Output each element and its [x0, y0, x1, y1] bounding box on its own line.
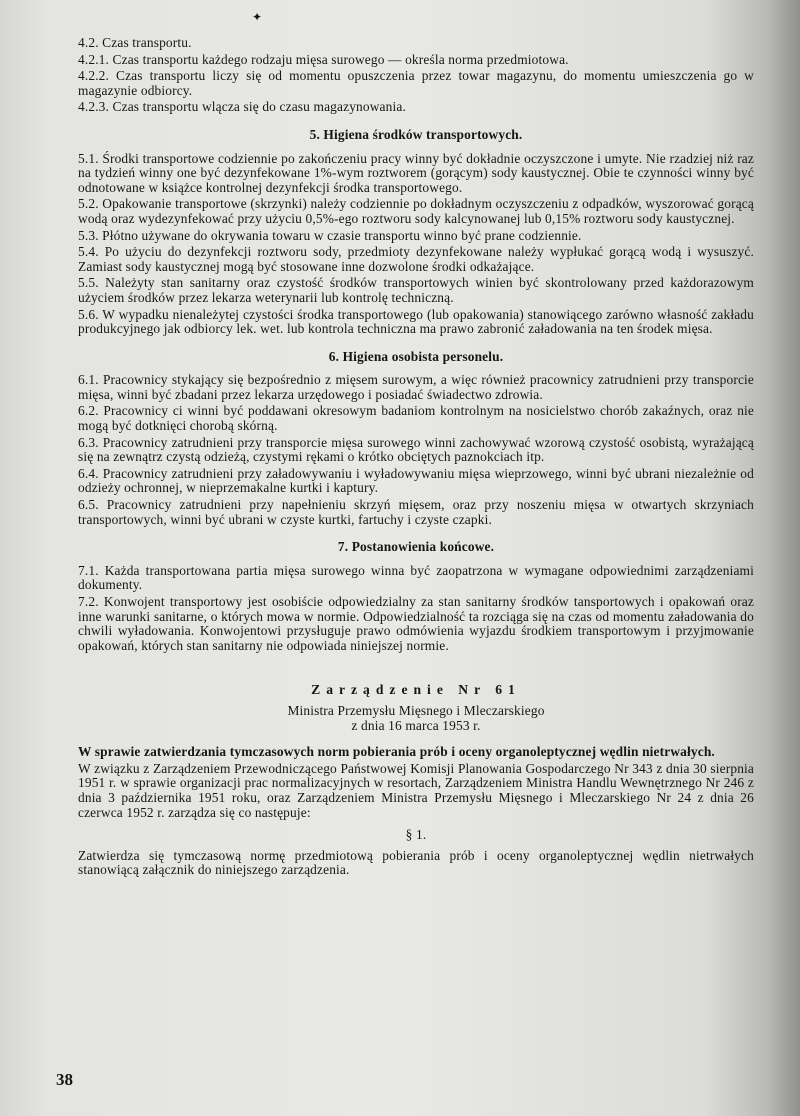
para-6-3: 6.3. Pracownicy zatrudnieni przy transporcie mięsa surowego winni zachowywać wzorową czystość osobistą, wyrażającą się na zewnątrz czystą odzieżą, czystymi rękami o krótko obciętych paznokciach itp.	[78, 434, 754, 465]
para-4-2-2: 4.2.2. Czas transportu liczy się od momentu opuszczenia przez towar magazynu, do momentu umieszczenia go w magazynie odbiorcy.	[78, 68, 754, 98]
para-4-2: 4.2. Czas transportu.	[78, 35, 192, 50]
para-5-1: 5.1. Środki transportowe codziennie po zakończeniu pracy winny być dokładnie oczyszczone i umyte. Nie rzadziej niż raz na tydzień winny one być dezynfekowane 1%-wym roztworem (gorącym) sody kaustycznej. Obie te czynności winny być odnotowane w książce kontrolnej dezynfekcji środka transportowego.	[78, 150, 754, 195]
para-4-2-3: 4.2.3. Czas transportu wlącza się do czasu magazynowania.	[78, 99, 406, 115]
para-6-2: 6.2. Pracownicy ci winni być poddawani okresowym badaniom kontrolnym na nosicielstwo chorób zakaźnych, oraz nie mogą być dotknięci chorobą skórną.	[78, 403, 754, 434]
section-6	[78, 373, 754, 527]
para-5-5: 5.5. Należyty stan sanitarny oraz czystość środków transportowych winien być skontrolowany przed każdorazowym użyciem środków przez lekarza weterynarii lub kontrolę techniczną.	[78, 275, 754, 305]
para-6-4: 6.4. Pracownicy zatrudnieni przy załadowywaniu i wyładowywaniu mięsa wieprzowego, winni być ubrani niezależnie od odzieży ochronnej, w nieprzemakalne kurtki i kaptury.	[78, 465, 754, 496]
paragraph-1-text: Zatwierdza się tymczasową normę przedmiotową pobierania prób i oceny organoleptycznej wędlin nietrwałych stanowiącą załącznik do niniejszego zarządzenia.	[78, 847, 754, 878]
printer-mark: ✦	[252, 10, 263, 24]
document-body	[78, 36, 754, 880]
para-7-2: 7.2. Konwojent transportowy jest osobiście odpowiedzialny za stan sanitarny środków tansportowych i opakowań oraz inne warunki sanitarne, o których mowa w normie. Odpowiedzialność ta rozciąga się na czas od momentu załadowania do chwili wyładowania. Konwojentowi przysługuje prawo odmówienia wyjazdu środkiem transportowym i przyjmowanie opakowań, których stan sanitarny nie odpowiada niniejszej normie.	[78, 594, 754, 653]
para-5-3: 5.3. Płótno używane do okrywania towaru w czasie transportu winno być prane codziennie.	[78, 227, 582, 243]
section-7	[78, 564, 754, 654]
para-5-6: 5.6. W wypadku nienależytej czystości środka transportowego (lub opakowania) stanowiącego zarówno własność zakładu produkcyjnego jak odbiorcy lek. wet. lub kontrola techniczna ma prawo zabronić załadowania na ten środek mięsa.	[78, 306, 754, 337]
ordinance-subject: W sprawie zatwierdzania tymczasowych norm pobierania prób i oceny organoleptycznej wędlin nietrwałych.	[78, 744, 715, 760]
section-5	[78, 152, 754, 337]
para-6-1: 6.1. Pracownicy stykający się bezpośrednio z mięsem surowym, a więc również pracownicy zatrudnieni przy transporcie mięsa, winni być zbadani przez lekarza urzędowego i posiadać świadectwo zdrowia.	[78, 372, 754, 402]
paragraph-label: § 1.	[405, 827, 427, 843]
section-6-heading: 6. Higiena osobista personelu.	[328, 348, 504, 364]
para-6-5: 6.5. Pracownicy zatrudnieni przy napełnieniu skrzyń mięsem, oraz przy noszeniu mięsa w otwartych skrzyniach transportowych, winni być ubrani w czyste kurtki, fartuchy i czyste czapki.	[78, 497, 754, 527]
para-7-1: 7.1. Każda transportowana partia mięsa surowego winna być zaopatrzona w wymagane odpowiednimi zarządzeniami dokumenty.	[78, 562, 754, 593]
para-4-2-1: 4.2.1. Czas transportu każdego rodzaju mięsa surowego — określa norma przedmiotowa.	[78, 51, 569, 67]
ordinance-date: z dnia 16 marca 1953 r.	[351, 717, 481, 733]
ordinance-title: Zarządzenie Nr 61	[311, 682, 521, 698]
section-7-heading: 7. Postanowienia końcowe.	[337, 539, 495, 555]
para-5-2: 5.2. Opakowanie transportowe (skrzynki) należy codziennie po dokładnym oczyszczeniu z odpadków, wyszorować gorącą wodą oraz wydezynfekować przy użyciu 0,5%-ego roztworu sody kalcynowanej lub 0,15% roztworu sody kaustycznej.	[78, 196, 754, 226]
page-number: 38	[56, 1070, 73, 1089]
ordinance-issuer: Ministra Przemysłu Mięsnego i Mleczarskiego	[287, 702, 545, 718]
para-5-4: 5.4. Po użyciu do dezynfekcji roztworu sody, przedmioty dezynfekowane należy wypłukać gorącą wodą i wysuszyć. Zamiast sody kaustycznej mogą być stosowane inne dozwolone środki odkażające.	[78, 244, 754, 274]
section-4	[78, 36, 754, 115]
ordinance-preamble: W związku z Zarządzeniem Przewodniczącego Państwowej Komisji Planowania Gospodarczego Nr 343 z dnia 30 sierpnia 1951 r. w sprawie organizacji prac normalizacyjnych w resortach, Zarządzeniem Ministra Handlu Wewnętrznego Nr 246 z dnia 3 października 1951 roku, oraz Zarządzeniem Ministra Przemysłu Mięsnego i Mleczarskiego Nr 24 z dnia 26 czerwca 1952 r. zarządza się co następuje:	[78, 760, 754, 820]
section-5-heading: 5. Higiena środków transportowych.	[309, 126, 523, 142]
